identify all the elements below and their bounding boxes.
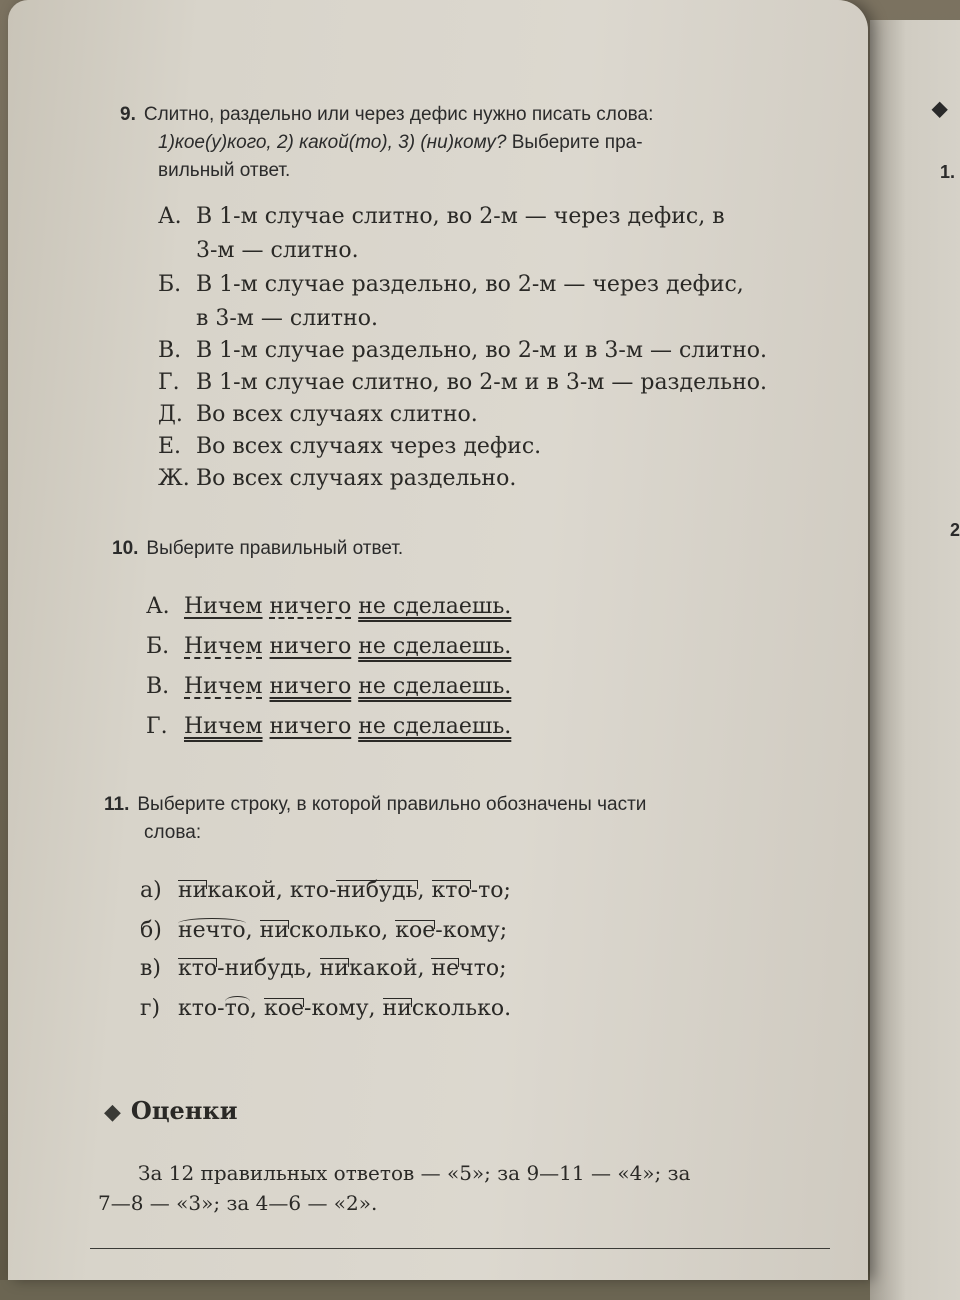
q9-option-v: В. В 1-м случае раздельно, во 2-м и в 3-м — слитно. — [158, 338, 767, 363]
q9-option-b: Б. В 1-м случае раздельно, во 2-м — через дефис, — [158, 272, 744, 297]
q9-line2 — [158, 128, 643, 157]
q9-option-b-cont: в 3-м — слитно. — [196, 306, 378, 331]
q9-option-e: Е. Во всех случаях через дефис. — [158, 434, 542, 459]
q9-line2-rest: Выберите пра- — [506, 132, 643, 153]
grades-line2: 7—8 — «3»; за 4—6 — «2». — [98, 1191, 378, 1215]
bottom-rule — [90, 1248, 830, 1249]
q9-option-zh: Ж. Во всех случаях раздельно. — [158, 466, 517, 491]
q9-text — [120, 100, 653, 129]
q9-option-d: Д. Во всех случаях слитно. — [158, 402, 478, 427]
q9-option-g: Г. В 1-м случае слитно, во 2-м и в 3-м — раздельно. — [158, 370, 767, 395]
q9-line1: Слитно, раздельно или через дефис нужно писать слова: — [143, 104, 654, 125]
q10-option-v: В. Ничем ничего не сделаешь. — [146, 674, 512, 699]
q11-text: 11. Выберите строку, в которой правильно обозначены части — [104, 794, 647, 815]
q11-option-v: в) кто-нибудь, никакой, нечто; — [140, 956, 507, 981]
q10-number: 10. — [112, 538, 139, 559]
q9-number: 9. — [120, 104, 136, 125]
q11-option-g: г) кто-то, кое-кому, нисколько. — [140, 996, 512, 1021]
q9-option-a-cont: 3-м — слитно. — [196, 238, 359, 263]
diamond-icon: ◆ — [104, 1099, 121, 1125]
q10-option-b: Б. Ничем ничего не сделаешь. — [146, 634, 512, 659]
q10-option-g: Г. Ничем ничего не сделаешь. — [146, 714, 512, 739]
side-question-number-2: 2 — [950, 520, 960, 540]
q11-line2: слова: — [144, 822, 202, 843]
grades-line1: За 12 правильных ответов — «5»; за 9—11 — «4»; за — [138, 1161, 691, 1185]
q11-option-a: а) никакой, кто-нибудь, кто-то; — [140, 878, 511, 903]
diamond-icon: ◆ — [932, 98, 948, 120]
grades-heading: ◆ Оценки — [104, 1096, 238, 1125]
side-question-number: 1. — [940, 162, 956, 182]
q9-line3: вильный ответ. — [158, 160, 291, 181]
q9-words: 1)кое(у)кого, 2) какой(то), 3) (ни)кому? — [158, 132, 507, 153]
q11-number: 11. — [104, 794, 130, 815]
q10-option-a: А. Ничем ничего не сделаешь. — [146, 594, 512, 619]
q9-option-a: А. В 1-м случае слитно, во 2-м — через дефис, в — [158, 204, 725, 229]
q11-option-b: б) нечто, нисколько, кое-кому; — [140, 918, 508, 943]
q10-text: 10. Выберите правильный ответ. — [112, 538, 404, 559]
